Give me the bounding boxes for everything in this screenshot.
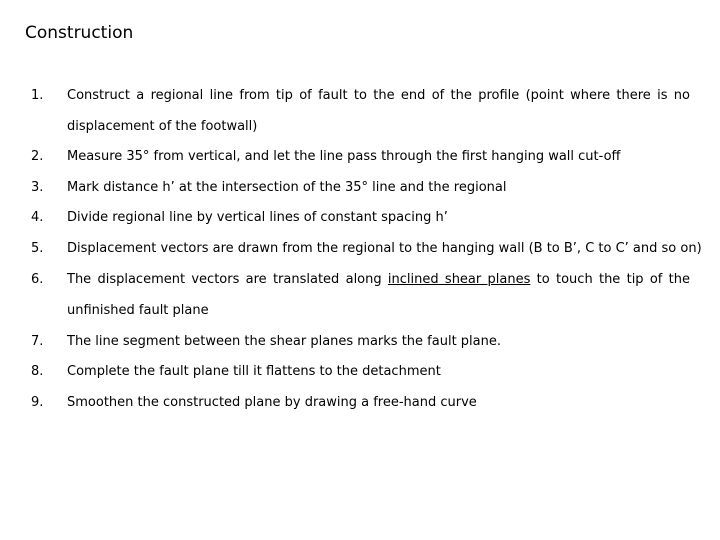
list-item-text: Mark distance h’ at the intersection of the 35° line and the regional: [67, 180, 507, 195]
list-item-number: 3.: [31, 180, 44, 195]
list-item-number: 5.: [31, 241, 44, 256]
list-item-text: The line segment between the shear planes marks the fault plane.: [67, 334, 501, 349]
list-item-text: Measure 35° from vertical, and let the line pass through the first hanging wall cut-off: [67, 149, 621, 164]
list-item-text: Complete the fault plane till it flattens to the detachment: [67, 364, 441, 379]
list-item-number: 4.: [31, 210, 44, 225]
list-item-number: 8.: [31, 364, 44, 379]
list-item-number: 7.: [31, 334, 44, 349]
list-item-number: 2.: [31, 149, 44, 164]
list-item-number: 9.: [31, 395, 44, 410]
list-item-text: [67, 80, 690, 111]
list-item-text-line1: Construct a regional line from tip of fault to the end of the profile (point where there is no: [67, 88, 690, 103]
list-item-text-continued: [67, 111, 690, 142]
list-item-text: Smoothen the constructed plane by drawing a free-hand curve: [67, 395, 477, 410]
list-item-number: 1.: [31, 88, 44, 103]
list-item-text-before: The displacement vectors are translated along: [67, 272, 382, 287]
page-title: Construction: [25, 23, 134, 43]
list-item-text: Divide regional line by vertical lines of constant spacing h’: [67, 210, 448, 225]
list-item-text: [67, 264, 690, 295]
list-item-text-after: to touch the tip of the: [536, 272, 690, 287]
list-item-text-line2: displacement of the footwall): [67, 119, 258, 134]
list-item-text-line2: unfinished fault plane: [67, 303, 209, 318]
list-item-text-continued: [67, 295, 690, 326]
list-item-number: 6.: [31, 272, 44, 287]
underlined-term: inclined shear planes: [387, 272, 531, 287]
list-item-text: Displacement vectors are drawn from the regional to the hanging wall (B to B’, C to C’ and so on): [67, 241, 702, 256]
